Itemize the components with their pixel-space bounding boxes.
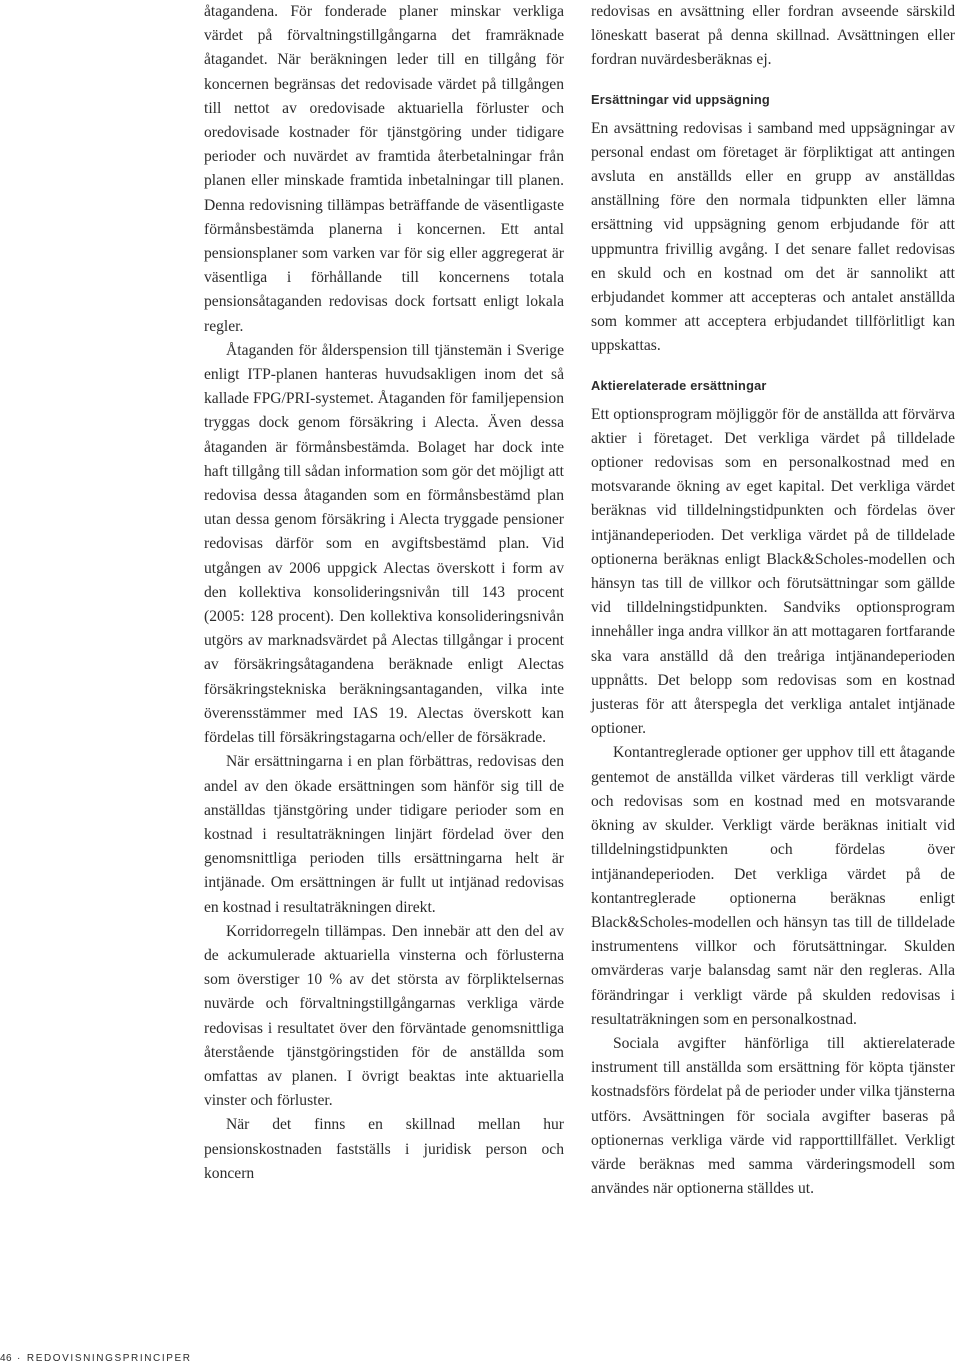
share-based-paragraph-2: Kontantreglerade optioner ger upphov till ett åtagande gentemot de anställda vilket värderas till verkligt värde och redovisas som en kostnad med en motsvarande ökning av skulder. Verkligt värde beräknas initialt vid tilldelningstidpunkten och fördelas över intjänandeperioden. Det verkliga värdet på de kontantreglerade optionerna beräknas enligt Black&Scholes-modellen och hänsyn tas till de tilldelade instrumentens villkor och förutsättningar. Skulden omvärderas varje balansdag samt när den regleras. Alla förändringar i verkligt värde på skulden redovisas i resultaträkningen som en personalkostnad. (591, 744, 955, 1028)
left-paragraph-5: När det finns en skillnad mellan hur pensionskostnaden fastställs i juridisk person och koncern (204, 1116, 564, 1182)
page-number: 46 (0, 1353, 12, 1364)
left-paragraph-4: Korridorregeln tillämpas. Den innebär att den del av de ackumulerade aktuariella vinsterna och förlusterna som överstiger 10 % av det största av förpliktelsernas nuvärde och förvaltningstillgångarnas verkliga värde redovisas i resultatet över den förväntade genomsnittliga återstående tjänstgöringstiden för de anställda som omfattas av planen. I övrigt beaktas inte aktuariella vinster och förluster. (204, 922, 564, 1110)
left-paragraph-1: åtagandena. För fonderade planer minskar verkliga värdet på förvaltningstillgångarna det framräknade åtagandet. När beräkningen leder till en tillgång för koncernen begränsas det redovisade värdet på tillgången till nettot av oredovisade aktuariella förluster och oredovisade kostnader för tjänstgöring under tidigare perioder och nuvärdet av framtida återbetalningar från planen eller minskade framtida inbetalningar till planen. Denna redovisning tillämpas beträffande de väsentligaste förmånsbestämda planerna i koncernen. Ett antal pensionsplaner som varken var för sig eller aggregerat är väsentliga i förhållande till koncernens totala pensionsåtaganden redovisas dock fortsatt enligt lokala regler. (204, 3, 564, 335)
footer-section-title: REDOVISNINGSPRINCIPER (26, 1353, 192, 1364)
left-paragraph-3: När ersättningarna i en plan förbättras, redovisas den andel av den ökade ersättningen som hänför sig till de anställdas tjänstgöring under tidigare perioder som en kostnad i resultaträkningen linjärt fördelad över den genomsnittliga perioden tills ersättningarna helt är intjänade. Om ersättningen är fullt ut intjänad redovisas en kostnad i resultaträkningen direkt. (204, 753, 564, 916)
share-based-paragraph-3: Sociala avgifter hänförliga till aktierelaterade instrument till anställda som ersättning för köpta tjänster kostnadsförs fördelat på de perioder under vilka tjänsterna utförs. Avsättningen för sociala avgifter baseras på optionernas verkliga värde vid rapporttillfället. Verkligt värde beräknas med samma värderingsmodell som användes när optionerna ställdes ut. (591, 1034, 955, 1198)
page-footer (0, 1351, 192, 1366)
right-intro-paragraph: redovisas en avsättning eller fordran avseende särskild löneskatt baserat på denna skillnad. Avsättningen eller fordran nuvärdesberäknas ej. (591, 3, 955, 69)
left-text-column (204, 0, 564, 1186)
termination-benefits-paragraph: En avsättning redovisas i samband med uppsägningar av personal endast om företaget är förpliktigat att antingen avsluta en anställds eller en grupp av anställdas anställning före den normala tidpunkten eller lämna ersättning vid uppsägning genom erbjudande för att uppmuntra frivillig avgång. I det senare fallet redovisas en skuld och en kostnad om det är sannolikt att erbjudandet kommer att accepteras och antalet anställda som kommer att acceptera erbjudandet tillförlitligt kan uppskattas. (591, 119, 955, 355)
left-paragraph-2: Åtaganden för ålderspension till tjänstemän i Sverige enligt ITP-planen hanteras huvudsakligen inom det så kallade FPG/PRI-systemet. Åtaganden för familjepension tryggas dock genom försäkring i Alecta. Även dessa åtaganden är förmånsbestämda. Bolaget har dock inte haft tillgång till sådan information som gör det möjligt att redovisa dessa åtaganden som en förmånsbestämd plan utan dessa genom försäkring i Alecta tryggade pensioner redovisas därför som en avgiftsbestämd plan. Vid utgången av 2006 uppgick Alectas överskott i form av den kollektiva konsolideringsnivån till 143 procent (2005: 128 procent). Den kollektiva konsolideringsnivån utgörs av marknadsvärdet på Alectas tillgångar i procent av försäkringsåtagandena beräknade enligt Alectas försäkringstekniska beräkningsantaganden, vilka inte överensstämmer med IAS 19. Alectas överskott kan fördelas till försäkringstagarna och/eller de försäkrade. (204, 341, 564, 747)
footer-separator: · (16, 1353, 22, 1364)
section-heading-termination-benefits: Ersättningar vid uppsägning (591, 91, 770, 107)
share-based-paragraph-1: Ett optionsprogram möjliggör för de anställda att förvärva aktier i företaget. Det verkliga värdet på tilldelade optioner redovisas som en personalkostnad med en motsvarande ökning av eget kapital. Det verkliga värdet beräknas vid tilldelningstidpunkten och fördelas över intjänandeperioden. Det verkliga värdet på de tilldelade optionerna beräknas enligt Black&Scholes-modellen och hänsyn tas till de villkor och förutsättningar som gällde vid tilldelningstidpunkten. Sandviks optionsprogram innehåller inga andra villkor än att mottagaren fortfarande ska vara anställd då den treåriga intjänandeperioden uppnåtts. Det belopp som redovisas som en kostnad justeras för att återspegla det verkliga antalet intjänade optioner. (591, 405, 955, 738)
right-text-column (591, 0, 955, 1201)
section-heading-share-based-payments: Aktierelaterade ersättningar (591, 377, 767, 393)
